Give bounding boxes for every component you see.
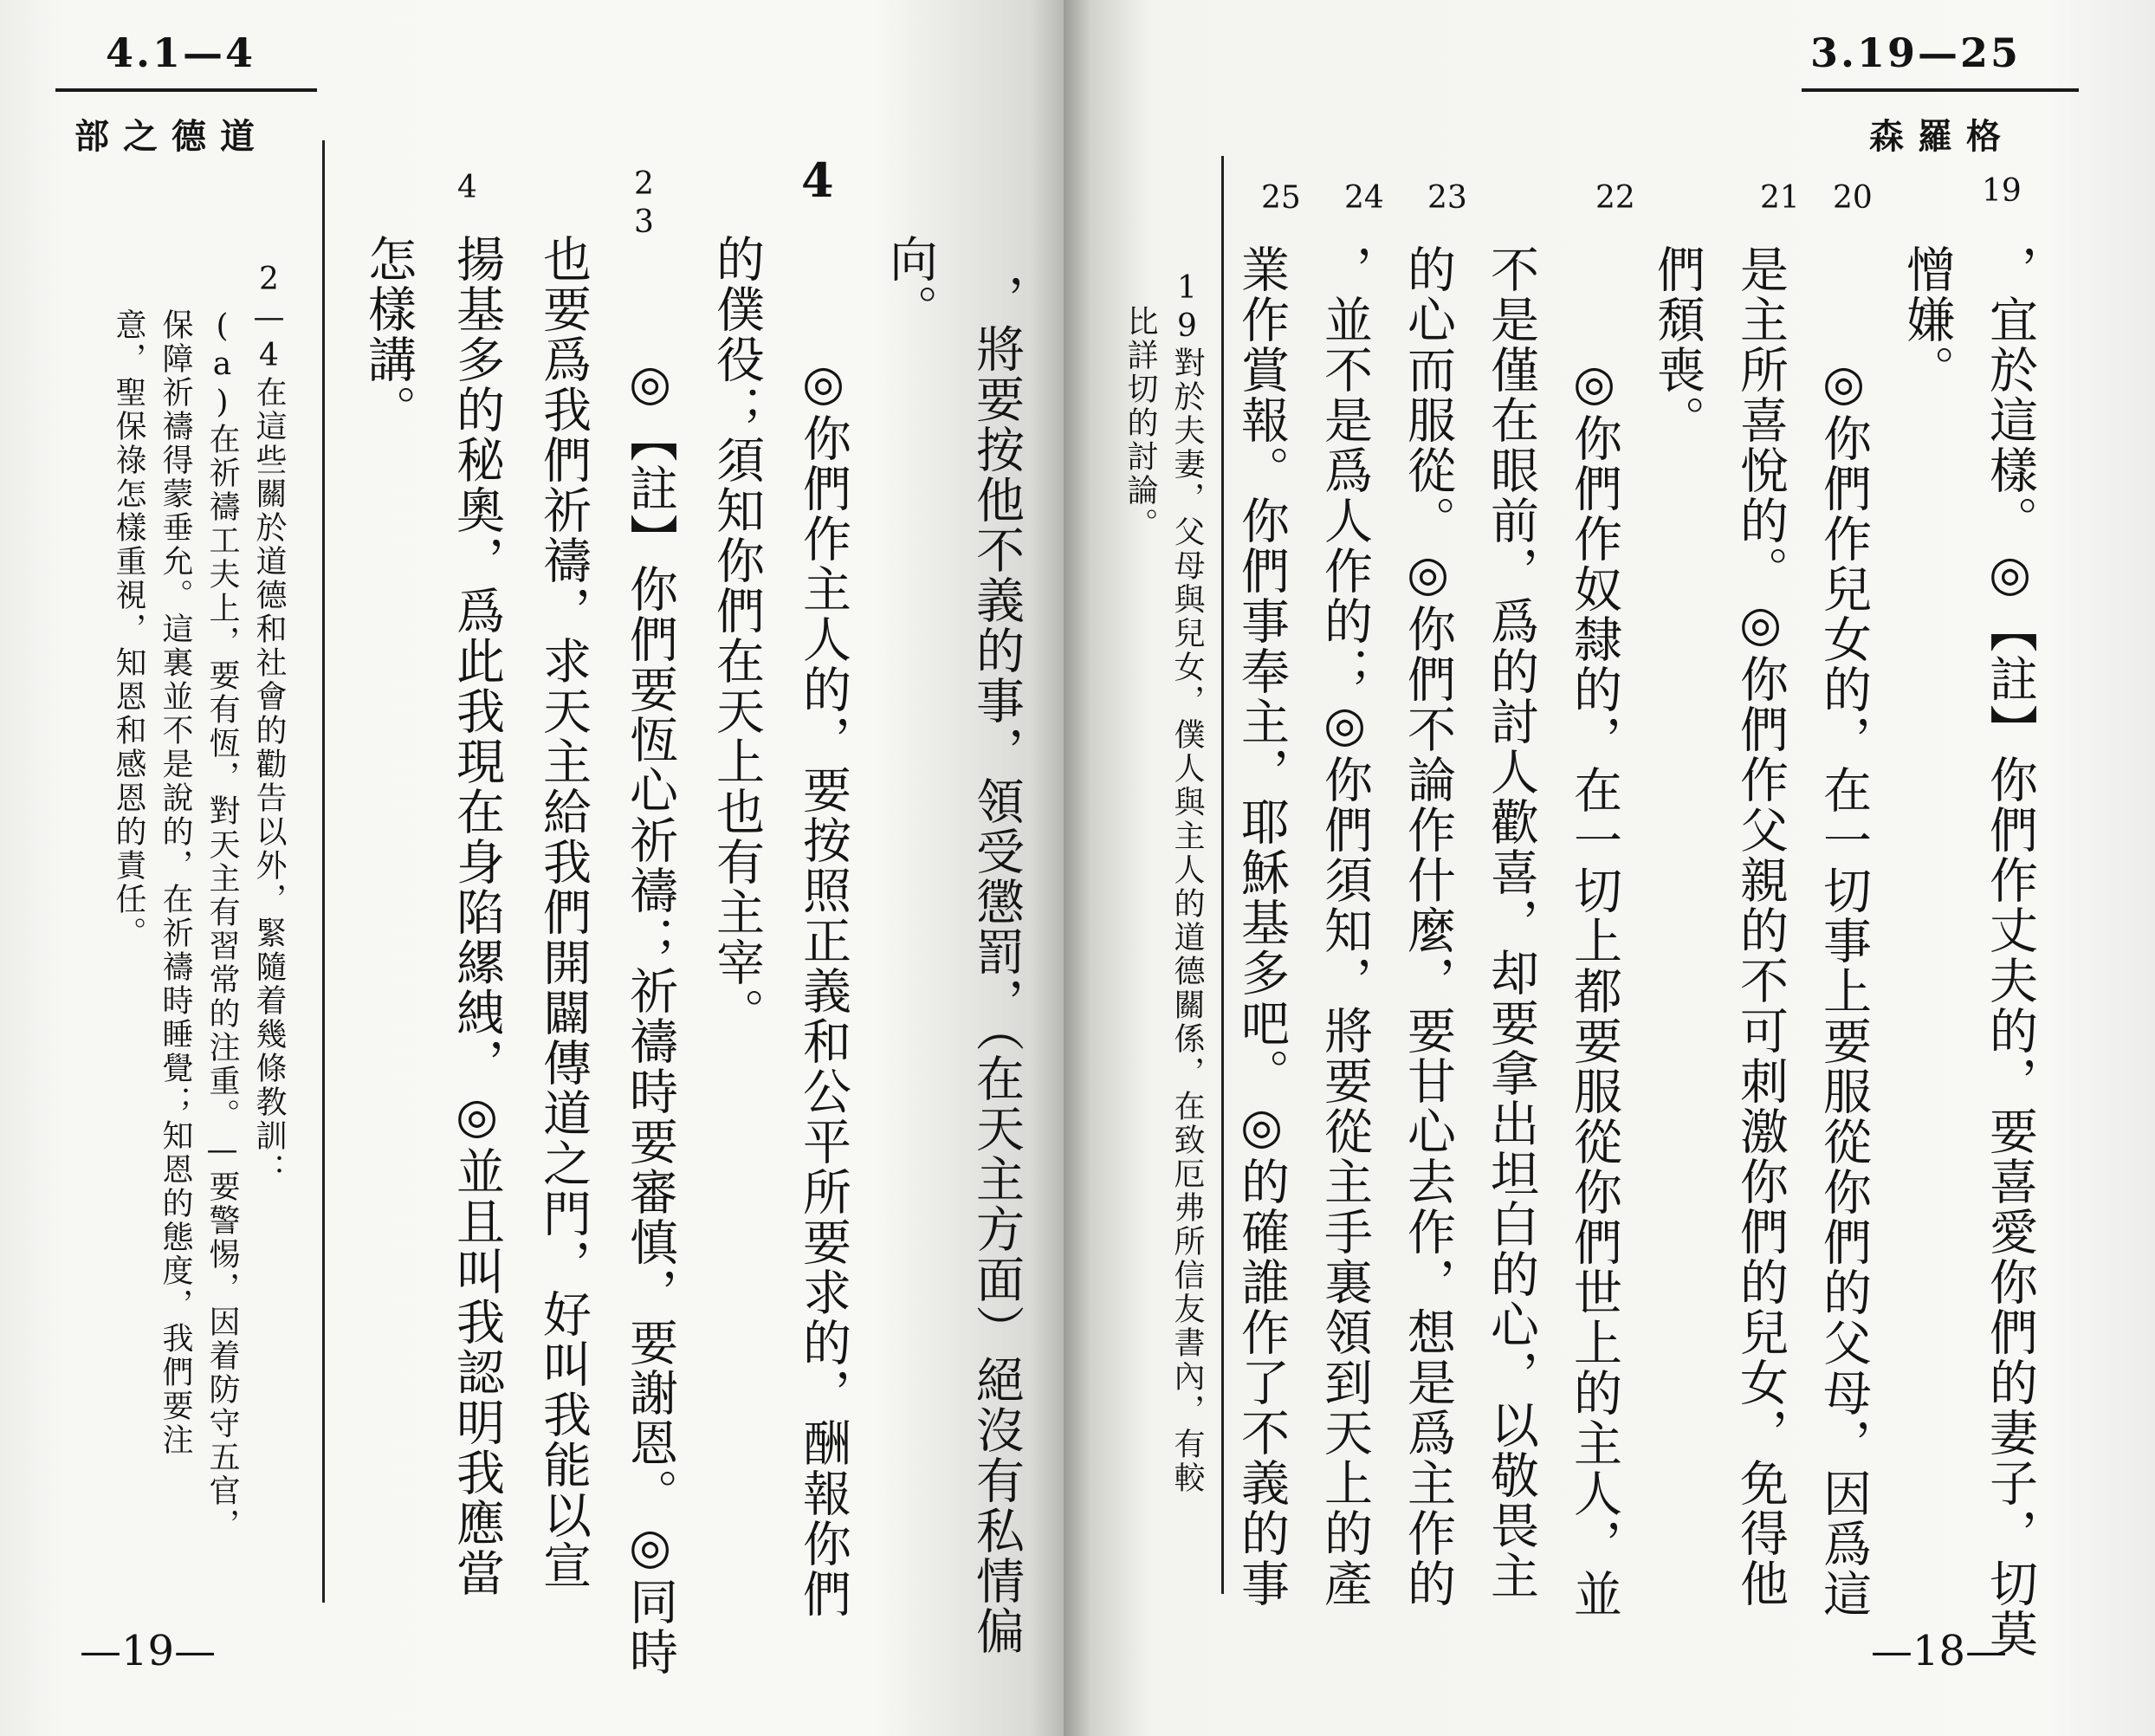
- left-main-column-1: ，將要按他不義的事，領受懲罰，（在天主方面）絕沒有私情偏: [968, 274, 1025, 1656]
- right-verse-number-20: 20: [1833, 180, 1873, 216]
- left-main-column-6: 也要爲我們祈禱，求天主給我們開闢傳道之門，好叫我能以宣: [535, 234, 592, 1590]
- right-main-column-2: 憎嫌。: [1899, 244, 1955, 395]
- right-header-rule: [1802, 88, 2079, 92]
- left-note-column-1: 2—4在這些關於道德和社會的勸告以外，緊隨着幾條教訓：: [251, 262, 287, 1187]
- right-verse-number-23: 23: [1427, 180, 1467, 216]
- right-header-chapter-verse: 3.19—25: [1810, 29, 2022, 76]
- left-header-rule: [55, 88, 317, 92]
- left-main-column-3: ◎你們作主人的，要按照正義和公平所要求的，酬報你們: [795, 355, 851, 1619]
- right-verse-number-22: 22: [1595, 180, 1635, 216]
- right-note-column-2: 比詳切的討論。: [1123, 305, 1158, 541]
- left-page: [0, 0, 1064, 1736]
- left-note-column-2: (a)在祈禱工夫上，要有恆，對天主有習常的注重。—要警惕，因着防守五官，: [204, 308, 240, 1542]
- right-main-column-6: ◎你們作奴隸的，在一切上都要服從你們世上的主人，並: [1566, 355, 1622, 1619]
- left-header-chapter-verse: 4.1—4: [106, 29, 256, 76]
- right-notes-divider: [1221, 156, 1224, 1594]
- left-main-column-4: 的僕役；須知你們在天上也有主宰。: [709, 234, 765, 1038]
- left-verse-marker-4-bold: 4: [801, 152, 834, 208]
- left-main-column-7: 揚基多的秘奧，爲此我現在身陷縲絏，◎並且叫我認明我應當: [449, 234, 505, 1598]
- right-main-column-8: 的心而服從。◎你們不論作什麼，要甘心去作，想是爲主作的: [1400, 244, 1456, 1609]
- right-verse-number-21: 21: [1760, 180, 1800, 216]
- right-page-number: —18—: [1871, 1627, 2008, 1675]
- right-verse-number-25: 25: [1261, 180, 1301, 216]
- left-verse-marker-4: 4: [457, 170, 477, 205]
- right-verse-number-19: 19: [1982, 173, 2022, 209]
- right-page: [1064, 0, 2155, 1736]
- right-main-column-7: 不是僅在眼前，爲的討人歡喜，却要拿出坦白的心，以敬畏主: [1483, 244, 1539, 1601]
- right-verse-number-24: 24: [1344, 180, 1384, 216]
- right-main-column-1: ，宜於這樣。◎【註】你們作丈夫的，要喜愛你們的妻子，切莫: [1982, 244, 2038, 1659]
- left-main-column-8: 怎樣講。: [360, 234, 417, 435]
- left-main-column-5: ◎【註】你們要恆心祈禱；祈禱時要審慎，要謝恩。◎同時: [622, 355, 678, 1677]
- left-note-column-3: 保障祈禱得蒙垂允。這裏並不是說的，在祈禱時睡覺；知恩的態度，我們要注: [158, 308, 193, 1457]
- left-page-number: —19—: [80, 1627, 217, 1675]
- right-note-column-1: 19對於夫妻，父母與兒女，僕人與主人的道德關係，在致厄弗所信友書內，有較: [1169, 270, 1205, 1495]
- left-margin-divider: [322, 140, 325, 1603]
- right-main-column-9: ，並不是爲人作的；◎你們須知，將要從主手裏領到天上的產: [1317, 244, 1373, 1609]
- left-verse-marker-2: 2: [634, 166, 654, 202]
- right-main-column-5: 們頹喪。: [1649, 244, 1705, 445]
- left-main-column-2: 向。: [882, 234, 938, 334]
- left-header-title: 部之德道: [74, 116, 269, 157]
- right-main-column-10: 業作賞報。你們事奉主，耶穌基多吧。◎的確誰作了不義的事: [1233, 244, 1290, 1609]
- left-note-column-4: 意，聖保祿怎樣重視，知恩和感恩的責任。: [111, 308, 146, 950]
- right-main-column-4: 是主所喜悅的。◎你們作父親的不可刺激你們的兒女，免得他: [1732, 244, 1789, 1609]
- right-main-column-3: ◎你們作兒女的，在一切事上要服從你們的父母，因爲這: [1815, 355, 1872, 1619]
- right-header-title: 森羅格: [1869, 116, 2015, 157]
- left-verse-marker-3: 3: [634, 204, 654, 240]
